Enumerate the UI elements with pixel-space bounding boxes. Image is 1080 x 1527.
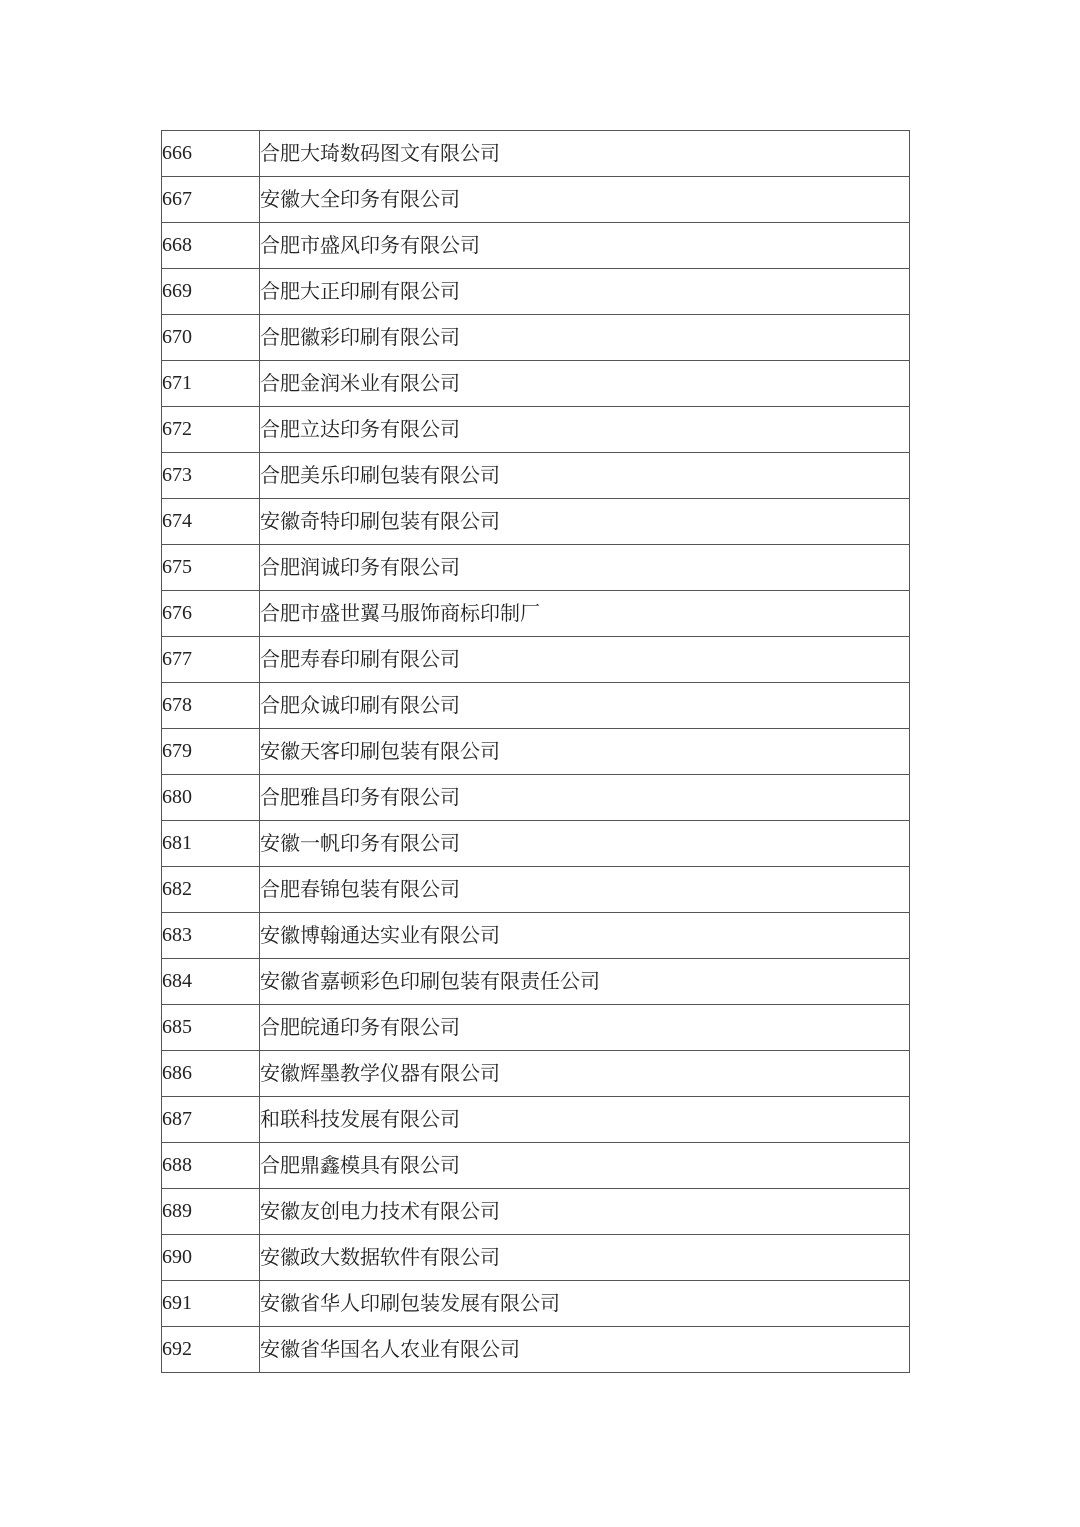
table-row xyxy=(162,821,910,867)
company-table xyxy=(161,130,910,1373)
company-name-cell: 合肥大正印刷有限公司 xyxy=(260,269,910,315)
row-number-cell: 682 xyxy=(162,867,260,913)
company-name-cell: 安徽省华国名人农业有限公司 xyxy=(260,1327,910,1373)
company-name-cell: 安徽一帆印务有限公司 xyxy=(260,821,910,867)
row-number-cell: 678 xyxy=(162,683,260,729)
table-row xyxy=(162,545,910,591)
company-name-cell: 安徽友创电力技术有限公司 xyxy=(260,1189,910,1235)
row-number-cell: 676 xyxy=(162,591,260,637)
row-number-cell: 692 xyxy=(162,1327,260,1373)
table-row xyxy=(162,453,910,499)
row-number-cell: 683 xyxy=(162,913,260,959)
row-number-cell: 680 xyxy=(162,775,260,821)
company-name-cell: 合肥皖通印务有限公司 xyxy=(260,1005,910,1051)
company-name-cell: 安徽省华人印刷包装发展有限公司 xyxy=(260,1281,910,1327)
row-number-cell: 688 xyxy=(162,1143,260,1189)
row-number-cell: 689 xyxy=(162,1189,260,1235)
row-number-cell: 686 xyxy=(162,1051,260,1097)
table-row xyxy=(162,867,910,913)
row-number-cell: 691 xyxy=(162,1281,260,1327)
row-number-cell: 679 xyxy=(162,729,260,775)
company-list-sheet xyxy=(161,130,910,1373)
company-name-cell: 合肥徽彩印刷有限公司 xyxy=(260,315,910,361)
row-number-cell: 674 xyxy=(162,499,260,545)
table-row xyxy=(162,959,910,1005)
company-name-cell: 合肥众诚印刷有限公司 xyxy=(260,683,910,729)
table-row xyxy=(162,177,910,223)
company-name-cell: 安徽奇特印刷包装有限公司 xyxy=(260,499,910,545)
company-name-cell: 合肥雅昌印务有限公司 xyxy=(260,775,910,821)
row-number-cell: 673 xyxy=(162,453,260,499)
table-row xyxy=(162,361,910,407)
row-number-cell: 685 xyxy=(162,1005,260,1051)
table-row xyxy=(162,1235,910,1281)
company-name-cell: 合肥立达印务有限公司 xyxy=(260,407,910,453)
table-row xyxy=(162,591,910,637)
table-row xyxy=(162,499,910,545)
table-row xyxy=(162,269,910,315)
table-row xyxy=(162,315,910,361)
table-row xyxy=(162,1051,910,1097)
row-number-cell: 675 xyxy=(162,545,260,591)
row-number-cell: 670 xyxy=(162,315,260,361)
company-name-cell: 合肥寿春印刷有限公司 xyxy=(260,637,910,683)
row-number-cell: 668 xyxy=(162,223,260,269)
table-row xyxy=(162,407,910,453)
company-name-cell: 安徽博翰通达实业有限公司 xyxy=(260,913,910,959)
table-row xyxy=(162,131,910,177)
company-name-cell: 安徽政大数据软件有限公司 xyxy=(260,1235,910,1281)
company-name-cell: 安徽大全印务有限公司 xyxy=(260,177,910,223)
table-row xyxy=(162,729,910,775)
row-number-cell: 667 xyxy=(162,177,260,223)
table-row xyxy=(162,637,910,683)
row-number-cell: 666 xyxy=(162,131,260,177)
table-row xyxy=(162,913,910,959)
row-number-cell: 671 xyxy=(162,361,260,407)
table-row xyxy=(162,775,910,821)
row-number-cell: 690 xyxy=(162,1235,260,1281)
company-name-cell: 合肥春锦包装有限公司 xyxy=(260,867,910,913)
company-table-body xyxy=(162,131,910,1373)
table-row xyxy=(162,1143,910,1189)
company-name-cell: 合肥美乐印刷包装有限公司 xyxy=(260,453,910,499)
company-name-cell: 合肥鼎鑫模具有限公司 xyxy=(260,1143,910,1189)
table-row xyxy=(162,1327,910,1373)
company-name-cell: 安徽辉墨教学仪器有限公司 xyxy=(260,1051,910,1097)
company-name-cell: 合肥金润米业有限公司 xyxy=(260,361,910,407)
company-name-cell: 合肥润诚印务有限公司 xyxy=(260,545,910,591)
company-name-cell: 和联科技发展有限公司 xyxy=(260,1097,910,1143)
row-number-cell: 681 xyxy=(162,821,260,867)
company-name-cell: 安徽天客印刷包装有限公司 xyxy=(260,729,910,775)
company-name-cell: 安徽省嘉顿彩色印刷包装有限责任公司 xyxy=(260,959,910,1005)
table-row xyxy=(162,1281,910,1327)
table-row xyxy=(162,1097,910,1143)
company-name-cell: 合肥市盛世翼马服饰商标印制厂 xyxy=(260,591,910,637)
row-number-cell: 677 xyxy=(162,637,260,683)
row-number-cell: 669 xyxy=(162,269,260,315)
table-row xyxy=(162,223,910,269)
table-row xyxy=(162,1189,910,1235)
table-row xyxy=(162,683,910,729)
company-name-cell: 合肥大琦数码图文有限公司 xyxy=(260,131,910,177)
row-number-cell: 687 xyxy=(162,1097,260,1143)
row-number-cell: 672 xyxy=(162,407,260,453)
row-number-cell: 684 xyxy=(162,959,260,1005)
table-row xyxy=(162,1005,910,1051)
company-name-cell: 合肥市盛风印务有限公司 xyxy=(260,223,910,269)
